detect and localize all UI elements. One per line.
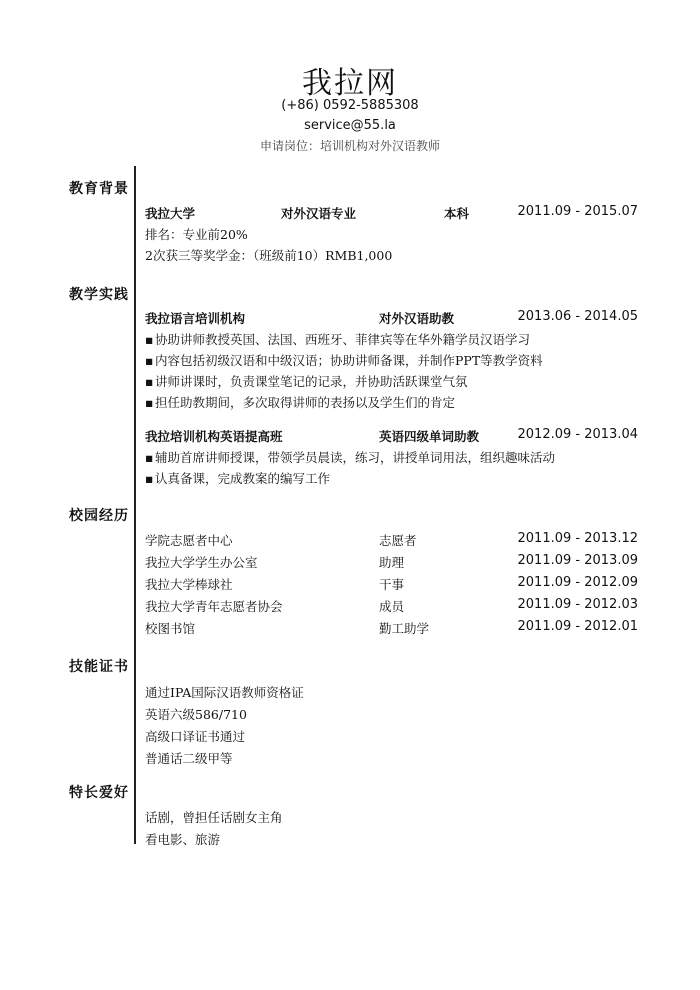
bullet-icon: ▪ (145, 395, 154, 410)
phone-number: (+86) 0592-5885308 (281, 98, 419, 113)
hobby-item: 看电影、旅游 (145, 832, 221, 847)
skill-item: 普通话二级甲等 (145, 751, 233, 766)
bullet-icon: ▪ (145, 471, 154, 486)
education-date: 2011.09 - 2015.07 (517, 204, 638, 219)
bullet-text: 讲师讲课时，负责课堂笔记的记录，并协助活跃课堂气氛 (155, 374, 468, 389)
resume-name: 我拉网 (302, 66, 398, 101)
bullet-icon: ▪ (145, 450, 154, 465)
campus-role: 志愿者 (379, 533, 417, 548)
teaching-date: 2013.06 - 2014.05 (517, 309, 638, 324)
education-award: 2次获三等奖学金：（班级前10）RMB1,000 (145, 248, 393, 263)
section-title-skills: 技能证书 (69, 659, 129, 675)
section-title-education: 教育背景 (69, 181, 129, 197)
education-rank: 排名：专业前20% (145, 227, 248, 242)
teaching-bullet (145, 393, 455, 411)
campus-role: 助理 (379, 555, 405, 570)
section-title-campus: 校园经历 (69, 508, 129, 524)
bullet-icon: ▪ (145, 332, 154, 347)
education-major: 对外汉语专业 (281, 206, 357, 221)
teaching-bullet (145, 330, 530, 348)
teaching-role: 英语四级单词助教 (379, 429, 480, 444)
bullet-text: 辅助首席讲师授课，带领学员晨读，练习，讲授单词用法，组织趣味活动 (155, 450, 556, 465)
campus-date: 2011.09 - 2012.01 (517, 619, 638, 634)
campus-org: 我拉大学青年志愿者协会 (145, 599, 283, 614)
hobby-item: 话剧，曾担任话剧女主角 (145, 810, 283, 825)
teaching-bullet (145, 469, 330, 487)
campus-org: 学院志愿者中心 (145, 533, 233, 548)
campus-org: 我拉大学棒球社 (145, 577, 233, 592)
section-title-hobbies: 特长爱好 (69, 785, 129, 801)
bullet-icon: ▪ (145, 353, 154, 368)
campus-role: 成员 (379, 599, 405, 614)
email-address: service@55.la (304, 118, 396, 133)
campus-date: 2011.09 - 2012.09 (517, 575, 638, 590)
campus-date: 2011.09 - 2013.12 (517, 531, 638, 546)
campus-date: 2011.09 - 2012.03 (517, 597, 638, 612)
bullet-icon: ▪ (145, 374, 154, 389)
teaching-org: 我拉语言培训机构 (145, 311, 246, 326)
teaching-date: 2012.09 - 2013.04 (517, 427, 638, 442)
bullet-text: 协助讲师教授英国、法国、西班牙、菲律宾等在华外籍学员汉语学习 (155, 332, 531, 347)
teaching-bullet (145, 372, 468, 390)
campus-date: 2011.09 - 2013.09 (517, 553, 638, 568)
campus-role: 勤工助学 (379, 621, 430, 636)
skill-item: 通过IPA国际汉语教师资格证 (145, 685, 304, 700)
campus-org: 校图书馆 (145, 621, 196, 636)
section-title-teaching: 教学实践 (69, 287, 129, 303)
campus-role: 干事 (379, 577, 405, 592)
teaching-role: 对外汉语助教 (379, 311, 455, 326)
teaching-org: 我拉培训机构英语提高班 (145, 429, 283, 444)
job-objective: 申请岗位：培训机构对外汉语教师 (259, 139, 440, 153)
teaching-bullet (145, 351, 543, 369)
education-school: 我拉大学 (145, 206, 196, 221)
education-degree: 本科 (444, 206, 470, 221)
campus-org: 我拉大学学生办公室 (145, 555, 258, 570)
section-divider-line (134, 166, 136, 844)
bullet-text: 认真备课，完成教案的编写工作 (155, 471, 331, 486)
bullet-text: 内容包括初级汉语和中级汉语；协助讲师备课，并制作PPT等教学资料 (155, 353, 543, 368)
skill-item: 英语六级586/710 (145, 707, 247, 722)
bullet-text: 担任助教期间，多次取得讲师的表扬以及学生们的肯定 (155, 395, 456, 410)
skill-item: 高级口译证书通过 (145, 729, 246, 744)
teaching-bullet (145, 448, 555, 466)
